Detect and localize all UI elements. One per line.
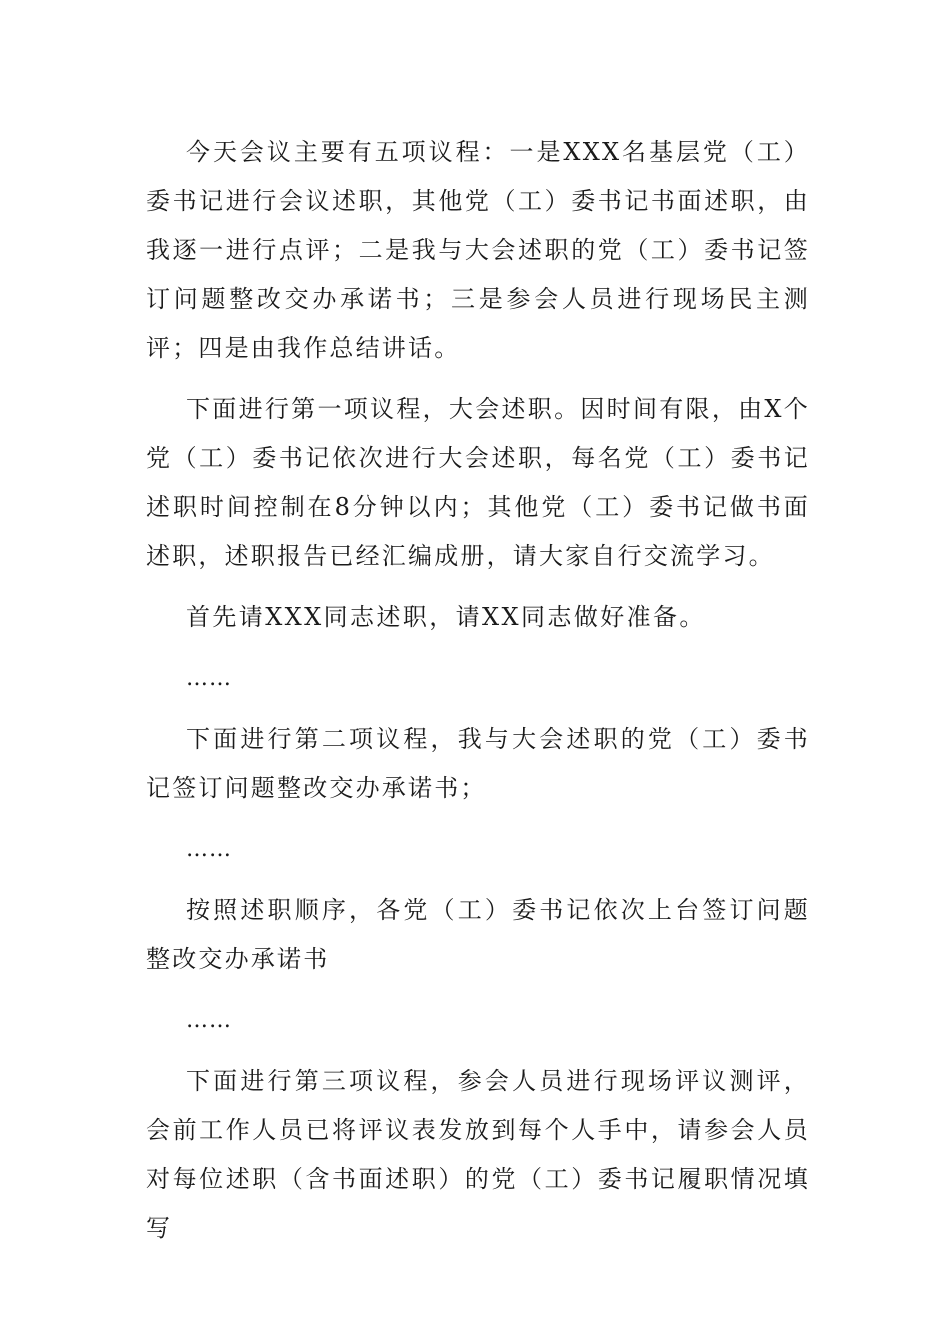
- paragraph-agenda-overview: 今天会议主要有五项议程：一是XXX名基层党（工）委书记进行会议述职，其他党（工）委书记书面述职，由我逐一进行点评；二是我与大会述职的党（工）委书记签订问题整改交办承诺书；三是参会人员进行现场民主测评；四是由我作总结讲话。: [146, 138, 810, 362]
- paragraph-first-agenda: 下面进行第一项议程，大会述职。因时间有限，由X个党（工）委书记依次进行大会述职，每名党（工）委书记述职时间控制在8分钟以内；其他党（工）委书记做书面述职，述职报告已经汇编成册，请大家自行交流学习。: [146, 395, 810, 570]
- ellipsis-3: ……: [186, 1008, 232, 1033]
- paragraph-second-agenda: 下面进行第二项议程，我与大会述职的党（工）委书记签订问题整改交办承诺书；: [146, 725, 810, 802]
- paragraph-third-agenda: 下面进行第三项议程，参会人员进行现场评议测评，会前工作人员已将评议表发放到每个人手中，请参会人员对每位述职（含书面述职）的党（工）委书记履职情况填写: [146, 1067, 810, 1242]
- ellipsis-2: ……: [186, 837, 232, 862]
- paragraph-signing-order: 按照述职顺序，各党（工）委书记依次上台签订问题整改交办承诺书: [146, 896, 810, 973]
- ellipsis-1: ……: [186, 666, 232, 691]
- paragraph-first-speaker: 首先请XXX同志述职，请XX同志做好准备。: [186, 603, 706, 631]
- document-body: [146, 128, 810, 1265]
